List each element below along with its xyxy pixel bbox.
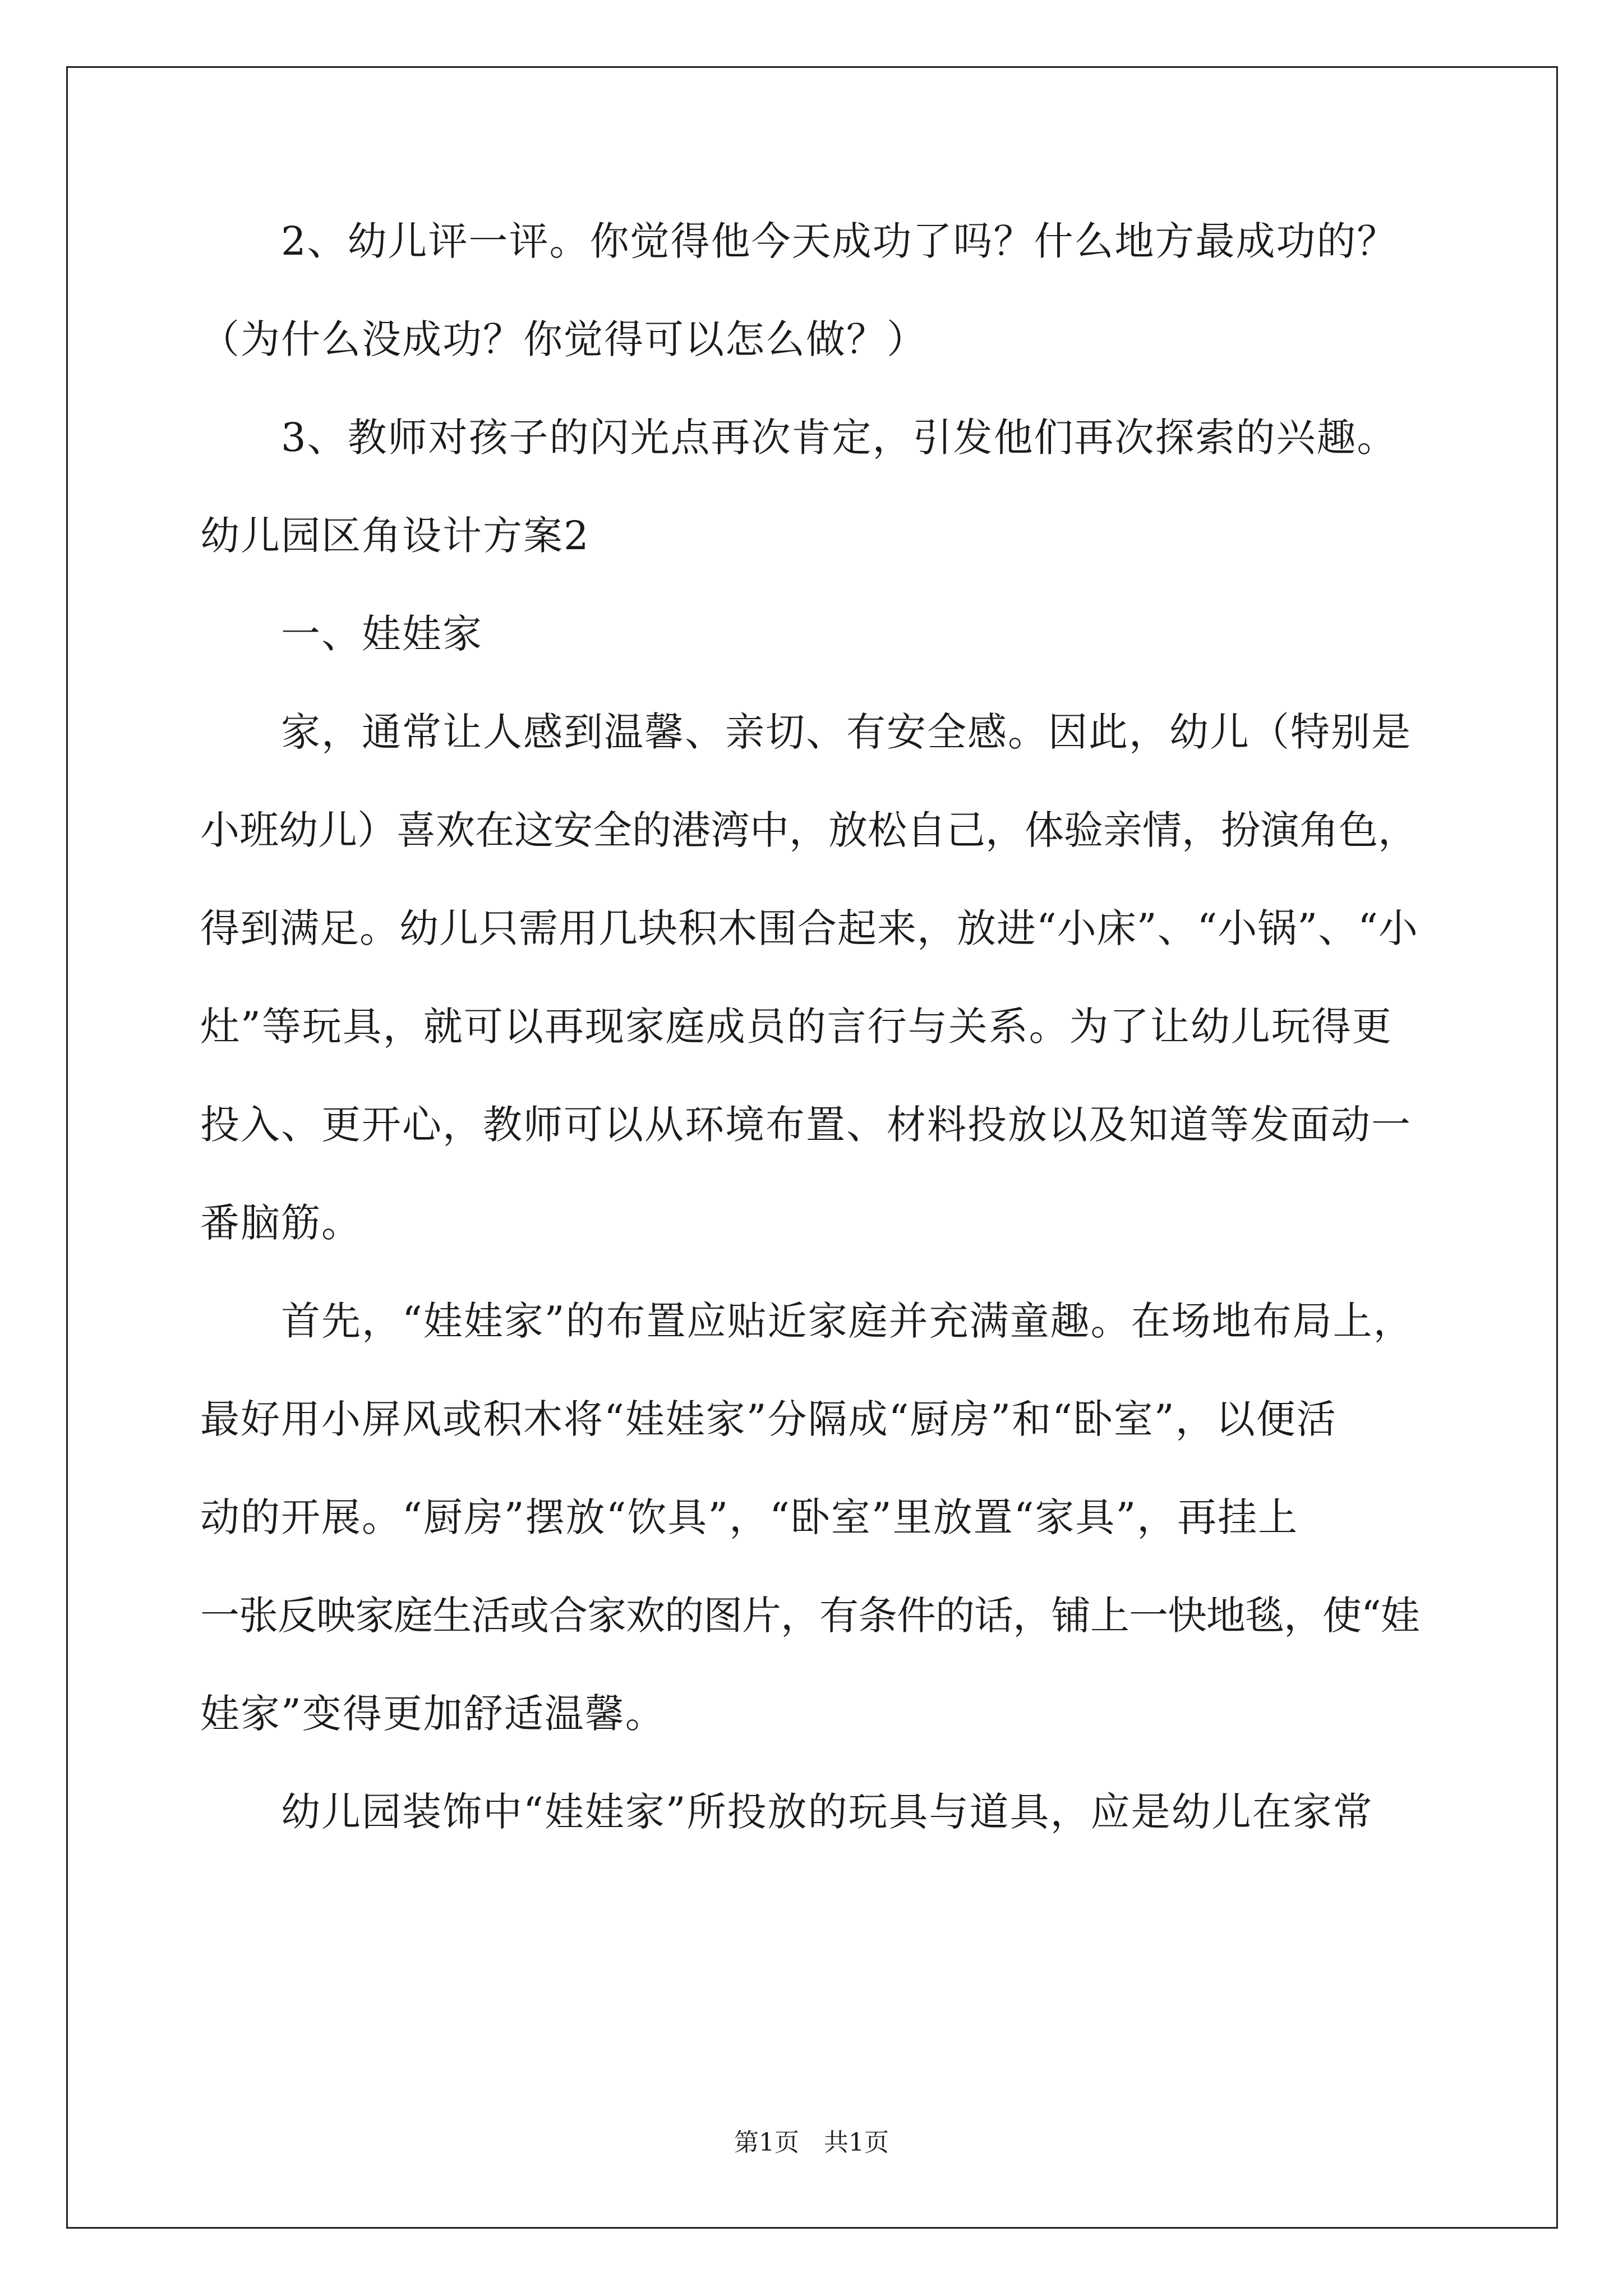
paragraph-line: 小班幼儿）喜欢在这安全的港湾中，放松自己，体验亲情，扮演角色， [200, 807, 1417, 853]
paragraph-line: 2、幼儿评一评。你觉得他今天成功了吗？什么地方最成功的？ [200, 218, 1398, 264]
page-footer [0, 2126, 1623, 2160]
paragraph-line: 家，通常让人感到温馨、亲切、有安全感。因此，幼儿（特别是 [200, 709, 1412, 755]
paragraph-line: 最好用小屏风或积木将“娃娃家”分隔成“厨房”和“卧室”，以便活 [200, 1396, 1337, 1442]
paragraph-line: 投入、更开心，教师可以从环境布置、材料投放以及知道等发面动一 [200, 1102, 1412, 1148]
paragraph-line: （为什么没成功？你觉得可以怎么做？） [200, 316, 927, 362]
paragraph-line: 娃家”变得更加舒适温馨。 [200, 1691, 666, 1737]
paragraph-line: 灶”等玩具，就可以再现家庭成员的言行与关系。为了让幼儿玩得更 [200, 1004, 1393, 1050]
paragraph-line: 幼儿园装饰中“娃娃家”所投放的玩具与道具，应是幼儿在家常 [200, 1789, 1373, 1835]
paragraph-line: 3、教师对孩子的闪光点再次肯定，引发他们再次探索的兴趣。 [200, 415, 1398, 461]
paragraph-line: 首先，“娃娃家”的布置应贴近家庭并充满童趣。在场地布局上， [200, 1298, 1414, 1344]
subsection-heading: 一、娃娃家 [200, 611, 483, 657]
paragraph-line: 番脑筋。 [200, 1200, 362, 1246]
paragraph-line: 动的开展。“厨房”摆放“饮具”，“卧室”里放置“家具”，再挂上 [200, 1494, 1299, 1540]
paragraph-line: 得到满足。幼儿只需用几块积木围合起来，放进“小床”、“小锅”、“小 [200, 905, 1418, 951]
section-heading: 幼儿园区角设计方案2 [200, 513, 590, 559]
page-number-label: 第1页 共1页 [734, 2128, 889, 2157]
paragraph-line: 一张反映家庭生活或合家欢的图片，有条件的话，铺上一快地毯，使“娃 [200, 1593, 1419, 1639]
